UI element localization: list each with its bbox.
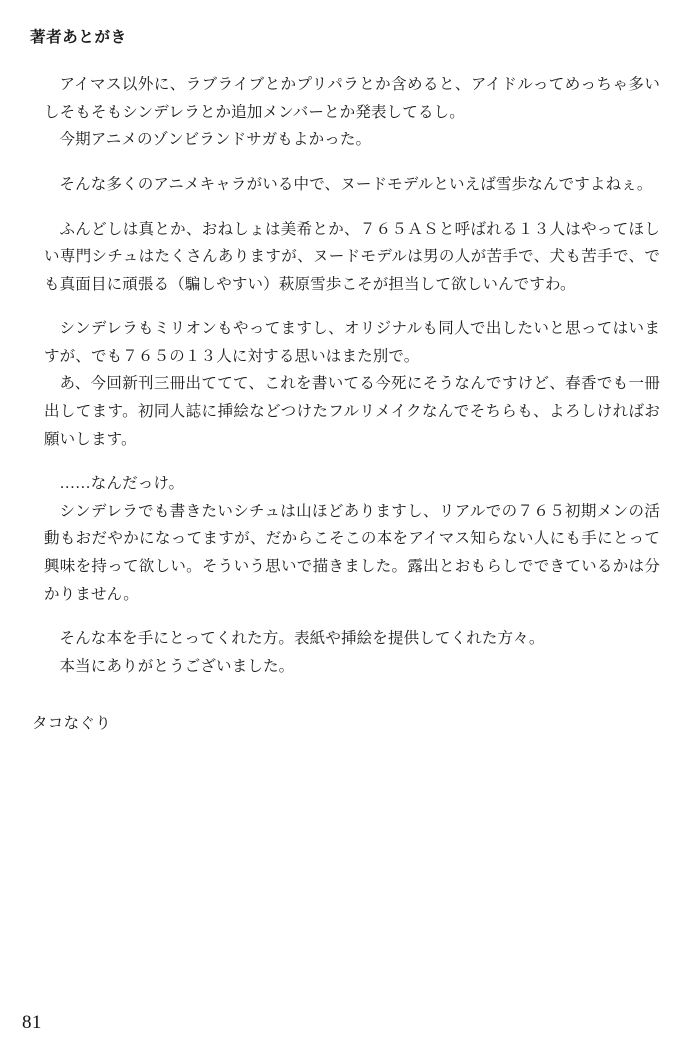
paragraph: アイマス以外に、ラブライブとかプリパラとか含めると、アイドルってめっちゃ多いしそもそもシンデレラとか追加メンバーとか発表してるし。	[44, 76, 660, 121]
author-signature: タコなぐり	[32, 715, 112, 733]
paragraph: あ、今回新刊三冊出ててて、これを書いてる今死にそうなんですけど、春香でも一冊出してます。初同人誌に挿絵などつけたフルリメイクなんでそちらも、よろしければお願いします。	[44, 375, 660, 448]
page-title: 著者あとがき	[30, 29, 127, 46]
paragraph: ふんどしは真とか、おねしょは美希とか、７６５ＡＳと呼ばれる１３人はやってほしい専門シチュはたくさんありますが、ヌードモデルは男の人が苦手で、犬も苦手で、でも真面目に頑張る（騙しやすい）萩原雪歩こそが担当して欲しいんですわ。	[44, 220, 660, 293]
paragraph: そんな多くのアニメキャラがいる中で、ヌードモデルといえば雪歩なんですよねぇ。	[59, 175, 653, 193]
paragraph: ……なんだっけ。	[59, 475, 185, 493]
paragraph: 本当にありがとうございました。	[59, 657, 295, 675]
paragraph: シンデレラもミリオンもやってますし、オリジナルも同人で出したいと思ってはいますが、でも７６５の１３人に対する思いはまた別で。	[44, 320, 660, 365]
paragraph: そんな本を手にとってくれた方。表紙や挿絵を提供してくれた方々。	[59, 630, 545, 648]
paragraph: シンデレラでも書きたいシチュは山ほどありますし、リアルでの７６５初期メンの活動もおだやかになってますが、だからこそこの本をアイマス知らない人にも手にとって興味を持って欲しい。そういう思いで描きました。露出とおもらしでできているかは分かりません。	[44, 502, 660, 603]
page-number: 81	[22, 1012, 42, 1033]
afterword-body	[30, 71, 670, 680]
paragraph: 今期アニメのゾンビランドサガもよかった。	[59, 131, 372, 149]
